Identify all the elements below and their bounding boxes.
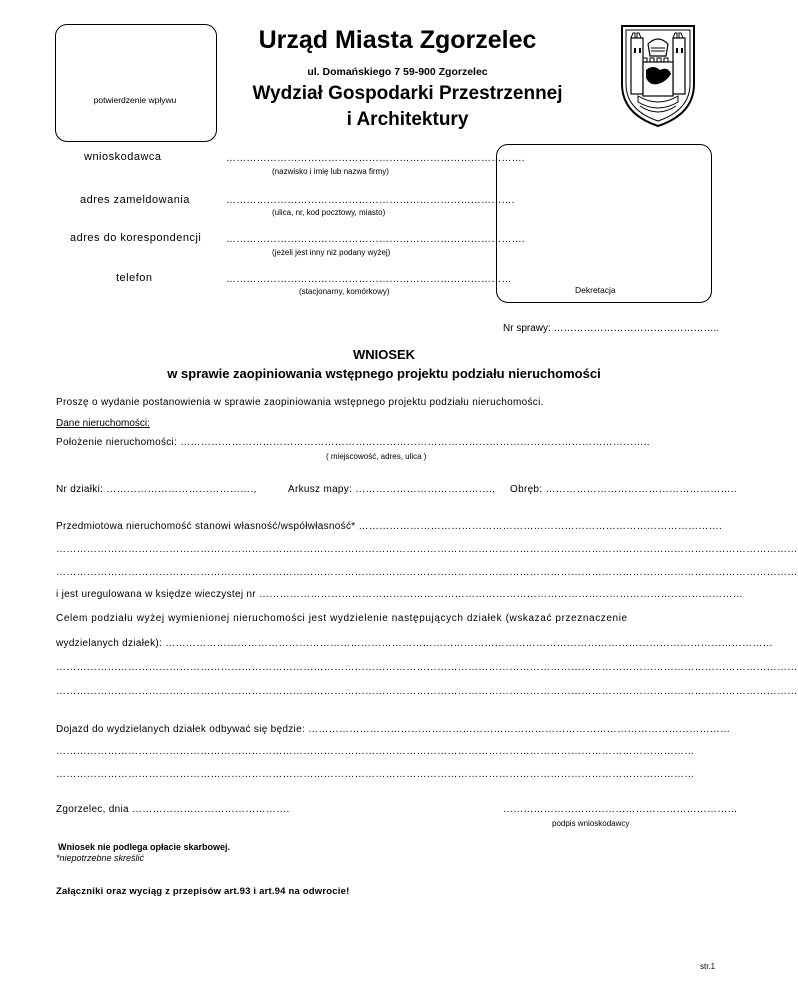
phone-label: telefon [116,272,153,284]
purpose-continuation-2[interactable]: ……………………………………………………………………………………………………………………………………………………………………………………………… [56,662,798,673]
ownership-continuation-1[interactable]: ……………………………………………………………………………………………………………………………………………………………………………………………… [56,544,798,555]
applicant-name-field[interactable]: ……………………………………………………………………………. [226,153,525,164]
registered-address-hint: (ulica, nr, kod pocztowy, miasto) [272,208,386,217]
registered-address-field[interactable]: …………………………………………………………………………. [226,195,515,206]
land-register-line[interactable]: i jest uregulowana w księdze wieczystej nr …………………………………………………………………………………………………………………………… [56,589,744,600]
fee-note: Wniosek nie podlega opłacie skarbowej. [58,842,231,852]
document-subtitle: w sprawie zaopiniowania wstępnego projektu podziału nieruchomości [167,366,601,381]
purpose-line: Celem podziału wyżej wymienionej nieruchomości jest wydzielenie następujących działek (wskazać przeznaczenie [56,613,628,624]
registered-address-label: adres zameldowania [80,194,190,206]
access-line[interactable]: Dojazd do wydzielanych działek odbywać się będzie: …………………………………………………………………………………………………………… [56,724,731,735]
ownership-line[interactable]: Przedmiotowa nieruchomość stanowi własność/współwłasność* ……………………………………………………………………………………………. [56,521,723,532]
correspondence-address-field[interactable]: ……………………………………………………………………………. [226,234,525,245]
applicant-name-hint: (nazwisko i imię lub nazwa firmy) [272,167,389,176]
property-data-header: Dane nieruchomości: [56,418,150,429]
department-title-line2: i Architektury [346,109,469,130]
map-sheet[interactable]: Arkusz mapy: …………………………………., [288,484,496,495]
case-number[interactable]: Nr sprawy: ………………………………………….. [503,323,720,334]
page-number: str.1 [700,962,716,971]
document-title: WNIOSEK [352,347,416,362]
receipt-box-label: potwierdzenie wpływu [93,95,177,105]
request-text: Proszę o wydanie postanowienia w sprawie zaopiniowania wstępnego projektu podziału nieruchomości. [56,397,544,408]
correspondence-address-label: adres do korespondencji [70,232,202,244]
office-name: Urząd Miasta Zgorzelec [258,26,537,54]
purpose-continuation[interactable]: wydzielanych działek): …………………………………………………………………………………………………………………………………………………………… [56,638,773,649]
ownership-continuation-2[interactable]: ……………………………………………………………………………………………………………………………………………………………………………………………… [56,567,798,578]
phone-hint: (stacjonarny, komórkowy) [299,287,390,296]
office-address: ul. Domańskiego 7 59-900 Zgorzelec [307,66,488,78]
property-location-hint: ( miejscowość, adres, ulica ) [326,452,427,461]
receipt-box [55,24,217,142]
strike-note: *niepotrzebne skreślić [56,853,145,863]
department-title-line1: Wydział Gospodarki Przestrzennej [252,83,563,104]
precinct[interactable]: Obręb: ……………………………………………….. [510,484,738,495]
correspondence-address-hint: (jeżeli jest inny niż podany wyżej) [272,248,391,257]
signature-field[interactable]: …………………………………………………………… [503,804,738,815]
access-continuation-2[interactable]: …………………………………………………………………………………………………………………………………………………………………… [56,769,695,780]
decree-box-label: Dekretacja [575,285,616,295]
phone-field[interactable]: ………………………………………………………………………… [226,274,512,285]
plot-number[interactable]: Nr działki: ……………………………………., [56,484,257,495]
place-date[interactable]: Zgorzelec, dnia ………………………………………. [56,804,290,815]
signature-label: podpis wnioskodawcy [552,819,630,828]
access-continuation-1[interactable]: …………………………………………………………………………………………………………………………………………………………………… [56,746,695,757]
property-location[interactable]: Położenie nieruchomości: ……………………………………………………………………………………………………………………….. [56,437,650,448]
purpose-continuation-3[interactable]: ……………………………………………………………………………………………………………………………………………………………………………………………… [56,686,798,697]
attachments-note: Załączniki oraz wyciąg z przepisów art.93 i art.94 na odwrocie! [56,886,350,897]
applicant-name-label: wnioskodawca [84,151,162,163]
coat-of-arms-icon [618,22,698,128]
decree-box [496,144,712,303]
